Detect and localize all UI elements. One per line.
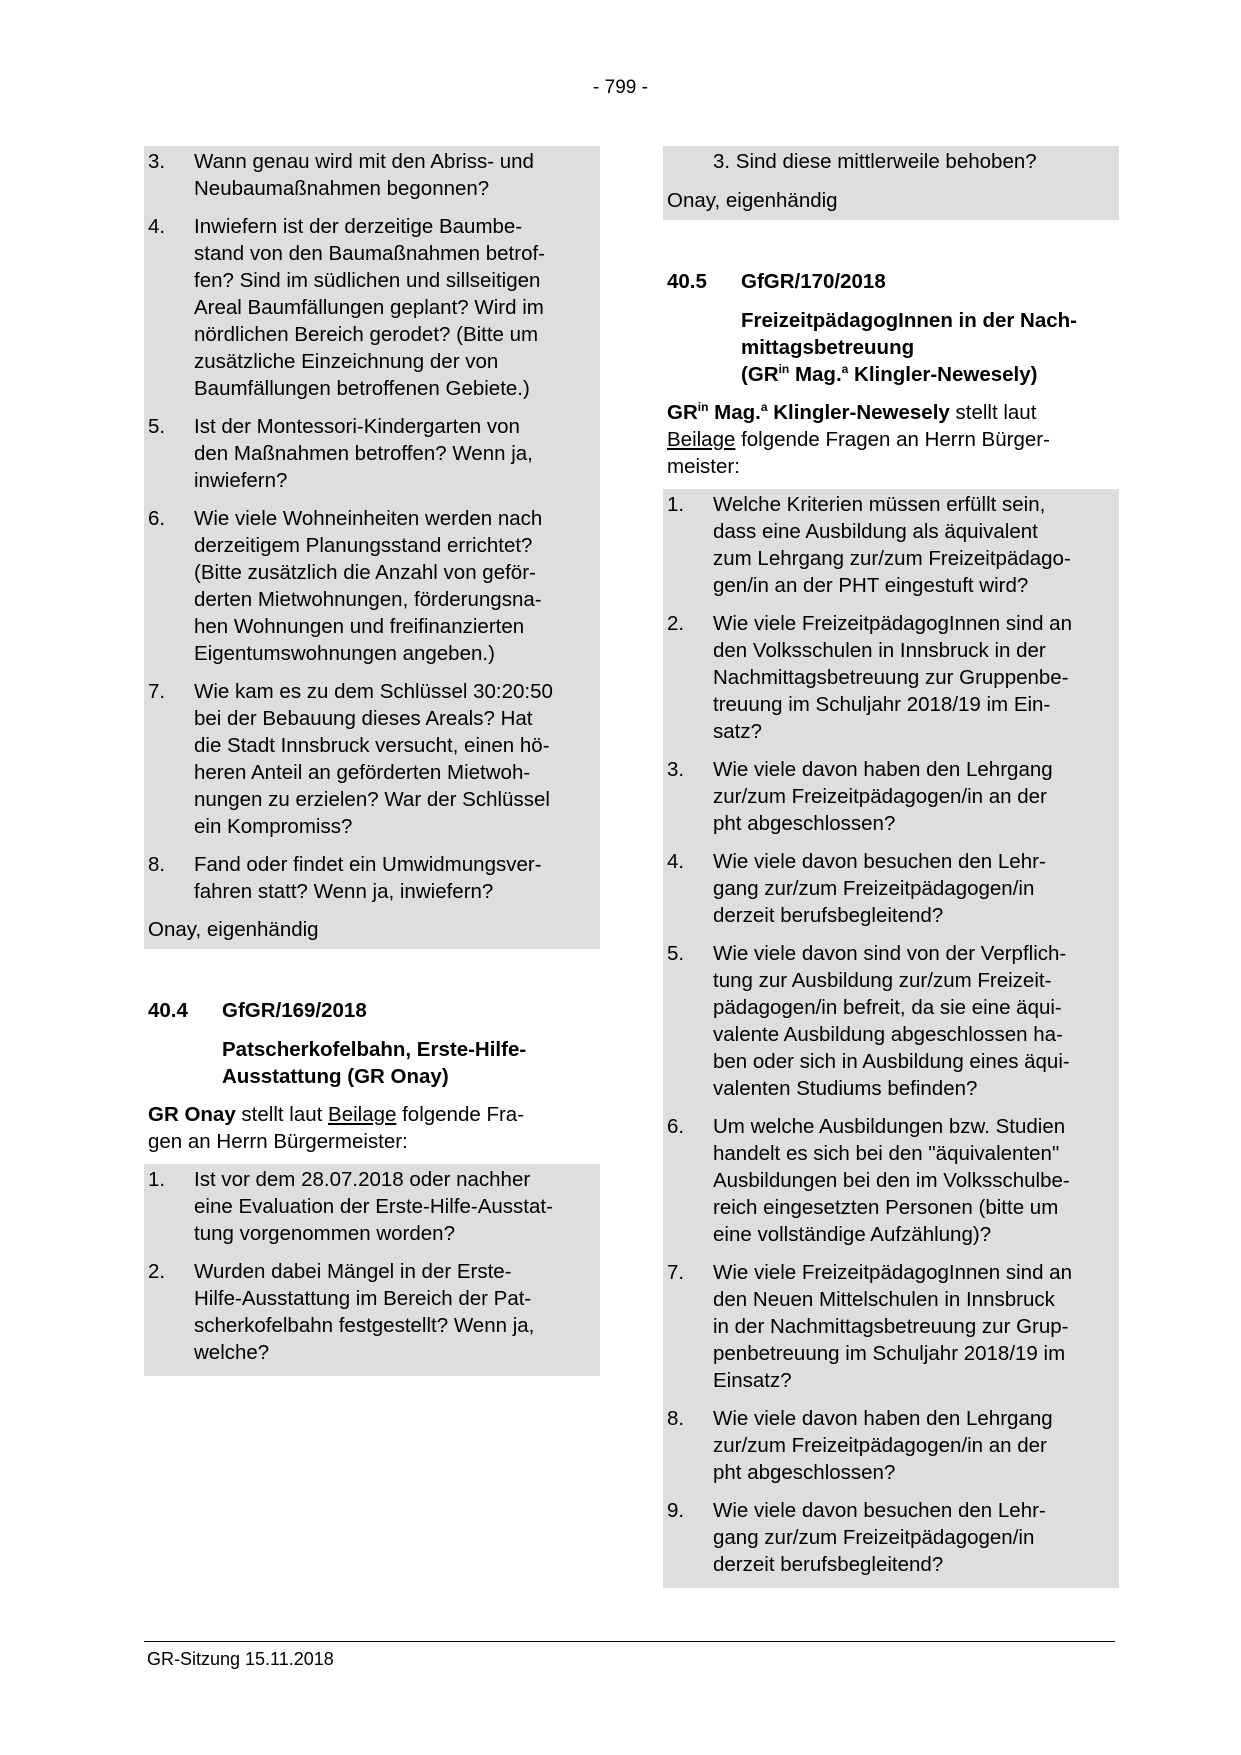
item-number: 3. (667, 758, 685, 781)
section-code: GfGR/170/2018 (741, 270, 886, 293)
item-number: 4. (148, 215, 166, 238)
item-number: 9. (667, 1499, 685, 1522)
item-text: Um welche Ausbildungen bzw. Studien handelt es sich bei den "äquivalenten" Ausbildungen bei den im Volksschulbe- reich eingesetzten Personen (bitte um eine vollständige Aufzählung)? (713, 1115, 1070, 1246)
item-text: Wurden dabei Mängel in der Erste- Hilfe-Ausstattung im Bereich der Pat- scherkofelbahn festgestellt? Wenn ja, welche? (194, 1260, 535, 1364)
title-part: Mag. (789, 363, 842, 386)
intro-name: GR Onay (148, 1103, 236, 1126)
item-number: 8. (667, 1407, 685, 1430)
beilage-link[interactable]: Beilage (667, 428, 736, 451)
list-item (148, 678, 596, 840)
intro-text: stellt laut (949, 401, 1037, 424)
section-code: GfGR/169/2018 (222, 999, 367, 1022)
footer-divider (144, 1641, 1115, 1642)
section-heading (144, 997, 600, 1024)
item-number: 7. (148, 680, 166, 703)
item-number: 4. (667, 850, 685, 873)
item-number: 7. (667, 1261, 685, 1284)
item-text: Wie viele FreizeitpädagogInnen sind an den Neuen Mittelschulen in Innsbruck in der Nachmittagsbetreuung zur Grup- penbetreuung im Schuljahr 2018/19 im Einsatz? (713, 1261, 1072, 1392)
item-text: Wie kam es zu dem Schlüssel 30:20:50 bei der Bebauung dieses Areals? Hat die Stadt Innsbruck versucht, einen hö- heren Anteil an geförderten Mietwoh- nungen zu erzielen? War der Schlüssel ein Kompromiss? (194, 680, 553, 838)
title-sup: in (778, 362, 790, 377)
item-number: 5. (148, 415, 166, 438)
item-text: Welche Kriterien müssen erfüllt sein, dass eine Ausbildung als äquivalent zum Lehrgang zur/zum Freizeitpädago- gen/in an der PHT eingestuft wird? (713, 493, 1071, 597)
section-title (663, 307, 1119, 388)
item-text: Wie viele Wohneinheiten werden nach derzeitigem Planungsstand errichtet? (Bitte zusätzlich die Anzahl von geför- derten Mietwohnungen, förderungsna- hen Wohnungen und freifinanzierten Eigentumswohnungen angeben.) (194, 507, 543, 665)
intro-text: folgende Fragen an Herrn Bürger- meister: (667, 428, 1050, 478)
intro-name (667, 401, 950, 424)
right-column (663, 146, 1119, 1588)
signature: Onay, eigenhändig (148, 918, 319, 941)
section-number: 40.5 (667, 270, 707, 293)
item-text: Ist der Montessori-Kindergarten von den Maßnahmen betroffen? Wenn ja, inwiefern? (194, 415, 533, 492)
beilage-link[interactable]: Beilage (328, 1103, 397, 1126)
item-number: 3. (148, 150, 166, 173)
list-item (148, 213, 596, 402)
item-number: 8. (148, 853, 166, 876)
item-number: 2. (148, 1260, 166, 1283)
intro-text: folgende Fra- gen an Herrn Bürgermeister: (148, 1103, 525, 1153)
question-block-a (144, 146, 600, 949)
title-part: (GR (741, 363, 779, 386)
item-text: Wie viele davon sind von der Verpflich- tung zur Ausbildung zur/zum Freizeit- pädagogen/in befreit, da sie eine äqui- valente Ausbildung abgeschlossen ha- ben oder sich in Ausbildung eines äqui- valenten Studiums befinden? (713, 942, 1070, 1100)
list-item (667, 1113, 1115, 1248)
footer-text: GR-Sitzung 15.11.2018 (147, 1649, 334, 1669)
title-line: mittagsbetreuung (741, 336, 915, 359)
list-item (667, 1497, 1115, 1578)
list-item (148, 505, 596, 667)
intro-text: stellt laut (235, 1103, 329, 1126)
section-intro (663, 399, 1119, 480)
item-text: Wie viele davon besuchen den Lehr- gang zur/zum Freizeitpädagogen/in derzeit berufsbegleitend? (713, 1499, 1046, 1576)
signature: Onay, eigenhändig (667, 189, 838, 212)
item-text: Wie viele davon haben den Lehrgang zur/zum Freizeitpädagogen/in an der pht abgeschlossen? (713, 758, 1053, 835)
item-text: Ist vor dem 28.07.2018 oder nachher eine Evaluation der Erste-Hilfe-Ausstat- tung vorgenommen worden? (194, 1168, 553, 1245)
item-text: Wie viele davon besuchen den Lehr- gang zur/zum Freizeitpädagogen/in derzeit berufsbegleitend? (713, 850, 1046, 927)
left-column (144, 146, 600, 1376)
list-item (148, 148, 596, 202)
list-item (148, 1166, 596, 1247)
page-number: - 799 - (593, 77, 648, 98)
list-item (148, 1258, 596, 1366)
list-item (148, 413, 596, 494)
list-item (667, 610, 1115, 745)
section-title: Patscherkofelbahn, Erste-Hilfe- Ausstattung (GR Onay) (222, 1038, 527, 1088)
section-number: 40.4 (148, 999, 188, 1022)
list-item (667, 1259, 1115, 1394)
intro-part: GR (667, 401, 698, 424)
intro-part: Mag. (708, 401, 761, 424)
question-block-b (144, 1164, 600, 1376)
list-item (667, 1405, 1115, 1486)
item-number: 5. (667, 942, 685, 965)
item-number: 2. (667, 612, 685, 635)
title-part: Klingler-Newesely) (848, 363, 1038, 386)
intro-sup: in (697, 400, 709, 415)
list-item (667, 756, 1115, 837)
item-text: Inwiefern ist der derzeitige Baumbe- stand von den Baumaßnahmen betrof- fen? Sind im südlichen und sillseitigen Areal Baumfällungen geplant? Wird im nördlichen Bereich gerodet? (Bitte um zusätzliche Einzeichnung der von Baumfällungen betroffenen Gebiete.) (194, 215, 545, 400)
list-item (148, 851, 596, 905)
section-intro (144, 1101, 600, 1155)
intro-part: Klingler-Newesely (767, 401, 950, 424)
item-text: Wie viele FreizeitpädagogInnen sind an den Volksschulen in Innsbruck in der Nachmittagsbetreuung zur Gruppenbe- treuung im Schuljahr 2018/19 im Ein- satz? (713, 612, 1072, 743)
title-line: FreizeitpädagogInnen in der Nach- (741, 309, 1078, 332)
item-number: 6. (148, 507, 166, 530)
intro-sup: a (760, 400, 768, 415)
question-block-c (663, 146, 1119, 220)
item-text: Wie viele davon haben den Lehrgang zur/zum Freizeitpädagogen/in an der pht abgeschlossen? (713, 1407, 1053, 1484)
title-line (741, 361, 1119, 388)
section-heading (663, 268, 1119, 295)
question-block-d (663, 489, 1119, 1588)
item-text: Wann genau wird mit den Abriss- und Neubaumaßnahmen begonnen? (194, 150, 534, 200)
list-item (667, 848, 1115, 929)
item-text: Fand oder findet ein Umwidmungsver- fahren statt? Wenn ja, inwiefern? (194, 853, 542, 903)
list-item (667, 940, 1115, 1102)
item-number: 1. (148, 1168, 166, 1191)
list-item (667, 491, 1115, 599)
item-number: 1. (667, 493, 685, 516)
item-number: 6. (667, 1115, 685, 1138)
title-sup: a (841, 362, 849, 377)
list-item: 3. Sind diese mittlerweile behoben? (713, 150, 1037, 173)
